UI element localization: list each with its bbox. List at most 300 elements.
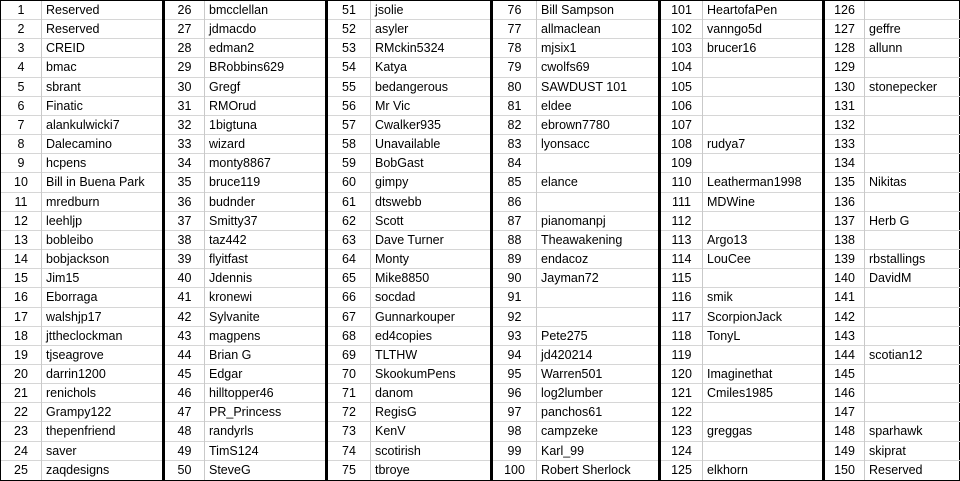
slot-number: 57: [328, 116, 370, 135]
slot-number: 128: [825, 39, 864, 58]
slot-number: 103: [661, 39, 702, 58]
participant-name: allunn: [865, 39, 960, 58]
participant-name: endacoz: [537, 250, 658, 269]
participant-name: Grampy122: [42, 403, 162, 422]
number-column: [328, 1, 371, 480]
number-column: [825, 1, 865, 480]
participant-name: SteveG: [209, 462, 251, 477]
slot-number: 92: [493, 308, 536, 327]
participant-name: Imaginethat: [703, 365, 822, 384]
participant-name: skiprat: [865, 442, 960, 461]
slot-number: 147: [825, 403, 864, 422]
slot-number: 124: [661, 442, 702, 461]
slot-number: 29: [165, 58, 204, 77]
slot-number: 42: [165, 308, 204, 327]
participant-name: SAWDUST 101: [537, 78, 658, 97]
sheet-block-5: [658, 1, 822, 480]
slot-number: 91: [493, 288, 536, 307]
participant-name: hcpens: [42, 154, 162, 173]
participant-name: leehljp: [42, 212, 162, 231]
participant-name: rudya7: [703, 135, 822, 154]
participant-name: scotirish: [371, 442, 490, 461]
slot-number: 4: [1, 58, 41, 77]
participant-name: [703, 116, 822, 135]
slot-number: 21: [1, 384, 41, 403]
slot-number: 26: [165, 1, 204, 20]
slot-number: 70: [328, 365, 370, 384]
participant-name: [703, 58, 822, 77]
slot-number: 35: [165, 173, 204, 192]
participant-name: allmaclean: [537, 20, 658, 39]
slot-number: 110: [661, 173, 702, 192]
participant-name: log2lumber: [537, 384, 658, 403]
slot-number: 51: [328, 1, 370, 20]
participant-name: sbrant: [42, 78, 162, 97]
slot-number: 89: [493, 250, 536, 269]
slot-number: 1: [1, 1, 41, 20]
participant-name: ed4copies: [371, 327, 490, 346]
participant-name: danom: [371, 384, 490, 403]
slot-number: 107: [661, 116, 702, 135]
participant-name: Jdennis: [205, 269, 325, 288]
slot-number: 17: [1, 308, 41, 327]
participant-name: 1bigtuna: [205, 116, 325, 135]
participant-name: Mike8850: [371, 269, 490, 288]
participant-name: CREID: [42, 39, 162, 58]
slot-number: 123: [661, 422, 702, 441]
participant-name: [703, 269, 822, 288]
slot-number: 85: [493, 173, 536, 192]
participant-name: thepenfriend: [42, 422, 162, 441]
participant-name: hilltopper46: [205, 384, 325, 403]
slot-number: 58: [328, 135, 370, 154]
slot-number: 119: [661, 346, 702, 365]
slot-number: 74: [328, 442, 370, 461]
slot-number: 125: [671, 462, 692, 477]
slot-number: 54: [328, 58, 370, 77]
name-column: [537, 1, 658, 480]
slot-number: 90: [493, 269, 536, 288]
participant-name: Nikitas: [865, 173, 960, 192]
participant-name: [537, 308, 658, 327]
name-column: [865, 1, 960, 480]
participant-name: [865, 135, 960, 154]
slot-number: 69: [328, 346, 370, 365]
slot-number: 48: [165, 422, 204, 441]
name-column: [703, 1, 822, 480]
participant-name: Herb G: [865, 212, 960, 231]
participant-name: jd420214: [537, 346, 658, 365]
slot-number: 41: [165, 288, 204, 307]
participant-name: sparhawk: [865, 422, 960, 441]
slot-number: 129: [825, 58, 864, 77]
participant-name: [703, 154, 822, 173]
participant-name: darrin1200: [42, 365, 162, 384]
slot-number: 34: [165, 154, 204, 173]
participant-name: Jim15: [42, 269, 162, 288]
slot-number: 36: [165, 193, 204, 212]
participant-name: Karl_99: [537, 442, 658, 461]
slot-number: 78: [493, 39, 536, 58]
participant-name: HeartofaPen: [703, 1, 822, 20]
slot-number: 86: [493, 193, 536, 212]
participant-name: rbstallings: [865, 250, 960, 269]
participant-name: [537, 154, 658, 173]
participant-name: Reserved: [869, 462, 923, 477]
participant-name: flyitfast: [205, 250, 325, 269]
slot-number: 5: [1, 78, 41, 97]
participant-name: Finatic: [42, 97, 162, 116]
participant-name: Theawakening: [537, 231, 658, 250]
slot-number: 111: [661, 193, 702, 212]
sheet-block-3: [325, 1, 490, 480]
slot-number: 145: [825, 365, 864, 384]
participant-name: RegisG: [371, 403, 490, 422]
slot-number: 27: [165, 20, 204, 39]
slot-number: 131: [825, 97, 864, 116]
slot-number: 150: [834, 462, 855, 477]
participant-name: jttheclockman: [42, 327, 162, 346]
slot-number: 101: [661, 1, 702, 20]
participant-name: Warren501: [537, 365, 658, 384]
participant-name: TonyL: [703, 327, 822, 346]
slot-number: 16: [1, 288, 41, 307]
slot-number: 28: [165, 39, 204, 58]
slot-number: 61: [328, 193, 370, 212]
slot-number: 56: [328, 97, 370, 116]
slot-number: 134: [825, 154, 864, 173]
participant-name: socdad: [371, 288, 490, 307]
slot-number: 96: [493, 384, 536, 403]
participant-name: [865, 1, 960, 20]
participant-name: [865, 384, 960, 403]
slot-number: 93: [493, 327, 536, 346]
participant-name: dtswebb: [371, 193, 490, 212]
participant-name: mjsix1: [537, 39, 658, 58]
participant-name: BobGast: [371, 154, 490, 173]
slot-number: 99: [493, 442, 536, 461]
slot-number: 137: [825, 212, 864, 231]
slot-number: 140: [825, 269, 864, 288]
sheet-block-6: [822, 1, 960, 480]
slot-number: 80: [493, 78, 536, 97]
slot-number: 149: [825, 442, 864, 461]
slot-number: 127: [825, 20, 864, 39]
number-column: [661, 1, 703, 480]
slot-number: 3: [1, 39, 41, 58]
participant-name: [537, 288, 658, 307]
slot-number: 79: [493, 58, 536, 77]
participant-name: Mr Vic: [371, 97, 490, 116]
participant-name: randyrls: [205, 422, 325, 441]
slot-number: 116: [661, 288, 702, 307]
participant-name: ebrown7780: [537, 116, 658, 135]
slot-number: 112: [661, 212, 702, 231]
slot-number: 24: [1, 442, 41, 461]
slot-number: 104: [661, 58, 702, 77]
participant-name: [865, 288, 960, 307]
participant-name: saver: [42, 442, 162, 461]
slot-number: 120: [661, 365, 702, 384]
slot-number: 130: [825, 78, 864, 97]
slot-number: 19: [1, 346, 41, 365]
slot-number: 82: [493, 116, 536, 135]
sheet-block-1: [1, 1, 162, 480]
slot-number: 14: [1, 250, 41, 269]
slot-number: 20: [1, 365, 41, 384]
participant-name: Pete275: [537, 327, 658, 346]
number-column: [1, 1, 42, 480]
slot-number: 44: [165, 346, 204, 365]
slot-number: 31: [165, 97, 204, 116]
slot-number: 77: [493, 20, 536, 39]
slot-number: 22: [1, 403, 41, 422]
participant-name: bobleibo: [42, 231, 162, 250]
participant-name: Eborraga: [42, 288, 162, 307]
slot-number: 135: [825, 173, 864, 192]
slot-number: 38: [165, 231, 204, 250]
participant-name: lyonsacc: [537, 135, 658, 154]
slot-number: 10: [1, 173, 41, 192]
participant-name: Bill Sampson: [537, 1, 658, 20]
slot-number: 106: [661, 97, 702, 116]
participant-name: Jayman72: [537, 269, 658, 288]
participant-name: stonepecker: [865, 78, 960, 97]
sheet-block-2: [162, 1, 325, 480]
slot-number: 139: [825, 250, 864, 269]
slot-number: 98: [493, 422, 536, 441]
slot-number: 64: [328, 250, 370, 269]
participant-name: Leatherman1998: [703, 173, 822, 192]
slot-number: 13: [1, 231, 41, 250]
participant-name: taz442: [205, 231, 325, 250]
slot-number: 133: [825, 135, 864, 154]
participant-name: [865, 97, 960, 116]
participant-name: jdmacdo: [205, 20, 325, 39]
slot-number: 117: [661, 308, 702, 327]
participant-name: Dave Turner: [371, 231, 490, 250]
participant-name: walshjp17: [42, 308, 162, 327]
participant-name: [703, 403, 822, 422]
slot-number: 75: [342, 462, 356, 477]
slot-number: 15: [1, 269, 41, 288]
participant-name: bedangerous: [371, 78, 490, 97]
participant-name: [703, 78, 822, 97]
participant-name: Cwalker935: [371, 116, 490, 135]
slot-number: 66: [328, 288, 370, 307]
participant-name: [865, 365, 960, 384]
slot-number: 9: [1, 154, 41, 173]
slot-number: 50: [177, 462, 192, 477]
participant-name: SkookumPens: [371, 365, 490, 384]
participant-name: Edgar: [205, 365, 325, 384]
participant-name: [703, 97, 822, 116]
slot-number: 40: [165, 269, 204, 288]
slot-number: 105: [661, 78, 702, 97]
slot-number: 102: [661, 20, 702, 39]
slot-number: 95: [493, 365, 536, 384]
participant-name: Robert Sherlock: [541, 462, 631, 477]
participant-name: bobjackson: [42, 250, 162, 269]
participant-name: Bill in Buena Park: [42, 173, 162, 192]
slot-number: 148: [825, 422, 864, 441]
participant-name: RMckin5324: [371, 39, 490, 58]
participant-name: PR_Princess: [205, 403, 325, 422]
participant-name: [865, 403, 960, 422]
slot-number: 45: [165, 365, 204, 384]
participant-name: [865, 308, 960, 327]
slot-number: 23: [1, 422, 41, 441]
slot-number: 81: [493, 97, 536, 116]
slot-number: 108: [661, 135, 702, 154]
participant-name: Dalecamino: [42, 135, 162, 154]
participant-name: brucer16: [703, 39, 822, 58]
slot-number: 39: [165, 250, 204, 269]
slot-number: 141: [825, 288, 864, 307]
participant-name: budnder: [205, 193, 325, 212]
slot-number: 94: [493, 346, 536, 365]
participant-name: panchos61: [537, 403, 658, 422]
participant-name: bmcclellan: [205, 1, 325, 20]
participant-name: kronewi: [205, 288, 325, 307]
number-column: [165, 1, 205, 480]
participant-name: wizard: [205, 135, 325, 154]
slot-number: 146: [825, 384, 864, 403]
slot-number: 32: [165, 116, 204, 135]
participant-name: bmac: [42, 58, 162, 77]
name-column: [371, 1, 490, 480]
slot-number: 97: [493, 403, 536, 422]
participant-name: TimS124: [205, 442, 325, 461]
slot-number: 113: [661, 231, 702, 250]
slot-number: 8: [1, 135, 41, 154]
slot-number: 118: [661, 327, 702, 346]
participant-name: magpens: [205, 327, 325, 346]
slot-number: 73: [328, 422, 370, 441]
slot-number: 109: [661, 154, 702, 173]
participant-name: smik: [703, 288, 822, 307]
slot-number: 115: [661, 269, 702, 288]
participant-name: pianomanpj: [537, 212, 658, 231]
participant-name: [865, 231, 960, 250]
slot-number: 62: [328, 212, 370, 231]
participant-name: [703, 212, 822, 231]
participant-name: Sylvanite: [205, 308, 325, 327]
slot-number: 11: [1, 193, 41, 212]
participant-name: Monty: [371, 250, 490, 269]
participant-name: eldee: [537, 97, 658, 116]
participant-name: gimpy: [371, 173, 490, 192]
participant-name: Katya: [371, 58, 490, 77]
participant-name: elkhorn: [707, 462, 748, 477]
slot-number: 52: [328, 20, 370, 39]
slot-number: 71: [328, 384, 370, 403]
participant-name: mredburn: [42, 193, 162, 212]
participant-name: Gunnarkouper: [371, 308, 490, 327]
slot-number: 7: [1, 116, 41, 135]
participant-name: Reserved: [42, 1, 162, 20]
participant-name: Reserved: [42, 20, 162, 39]
participant-name: TLTHW: [371, 346, 490, 365]
participant-name: Unavailable: [371, 135, 490, 154]
participant-name: tbroye: [375, 462, 410, 477]
participant-name: elance: [537, 173, 658, 192]
slot-number: 30: [165, 78, 204, 97]
slot-number: 55: [328, 78, 370, 97]
slot-number: 142: [825, 308, 864, 327]
slot-number: 84: [493, 154, 536, 173]
name-column: [42, 1, 162, 480]
participant-name: DavidM: [865, 269, 960, 288]
slot-number: 100: [504, 462, 525, 477]
participant-name: cwolfs69: [537, 58, 658, 77]
participant-name: [703, 346, 822, 365]
participant-name: [703, 442, 822, 461]
participant-name: edman2: [205, 39, 325, 58]
slot-number: 60: [328, 173, 370, 192]
participant-name: LouCee: [703, 250, 822, 269]
slot-number: 143: [825, 327, 864, 346]
participant-name: tjseagrove: [42, 346, 162, 365]
slot-number: 126: [825, 1, 864, 20]
slot-number: 49: [165, 442, 204, 461]
participant-name: RMOrud: [205, 97, 325, 116]
slot-number: 6: [1, 97, 41, 116]
slot-number: 87: [493, 212, 536, 231]
participant-name: jsolie: [371, 1, 490, 20]
participant-name: vanngo5d: [703, 20, 822, 39]
participant-name: monty8867: [205, 154, 325, 173]
participant-name: greggas: [703, 422, 822, 441]
participant-name: Argo13: [703, 231, 822, 250]
participant-name: Gregf: [205, 78, 325, 97]
participant-name: ScorpionJack: [703, 308, 822, 327]
number-column: [493, 1, 537, 480]
slot-number: 122: [661, 403, 702, 422]
name-column: [205, 1, 325, 480]
slot-number: 72: [328, 403, 370, 422]
slot-number: 63: [328, 231, 370, 250]
slot-number: 114: [661, 250, 702, 269]
participant-name: Cmiles1985: [703, 384, 822, 403]
slot-number: 18: [1, 327, 41, 346]
slot-number: 67: [328, 308, 370, 327]
slot-number: 138: [825, 231, 864, 250]
participant-name: MDWine: [703, 193, 822, 212]
participant-name: Smitty37: [205, 212, 325, 231]
participant-name: bruce119: [205, 173, 325, 192]
participant-name: [865, 116, 960, 135]
participant-name: [537, 193, 658, 212]
participant-name: zaqdesigns: [46, 462, 110, 477]
slot-number: 144: [825, 346, 864, 365]
participant-name: Brian G: [205, 346, 325, 365]
participant-name: [865, 58, 960, 77]
participant-name: campzeke: [537, 422, 658, 441]
participant-name: KenV: [371, 422, 490, 441]
slot-number: 83: [493, 135, 536, 154]
slot-number: 37: [165, 212, 204, 231]
slot-number: 121: [661, 384, 702, 403]
participant-name: renichols: [42, 384, 162, 403]
participant-name: scotian12: [865, 346, 960, 365]
slot-number: 76: [493, 1, 536, 20]
slot-number: 25: [14, 462, 28, 477]
slot-number: 2: [1, 20, 41, 39]
participant-name: alankulwicki7: [42, 116, 162, 135]
slot-number: 132: [825, 116, 864, 135]
slot-number: 47: [165, 403, 204, 422]
